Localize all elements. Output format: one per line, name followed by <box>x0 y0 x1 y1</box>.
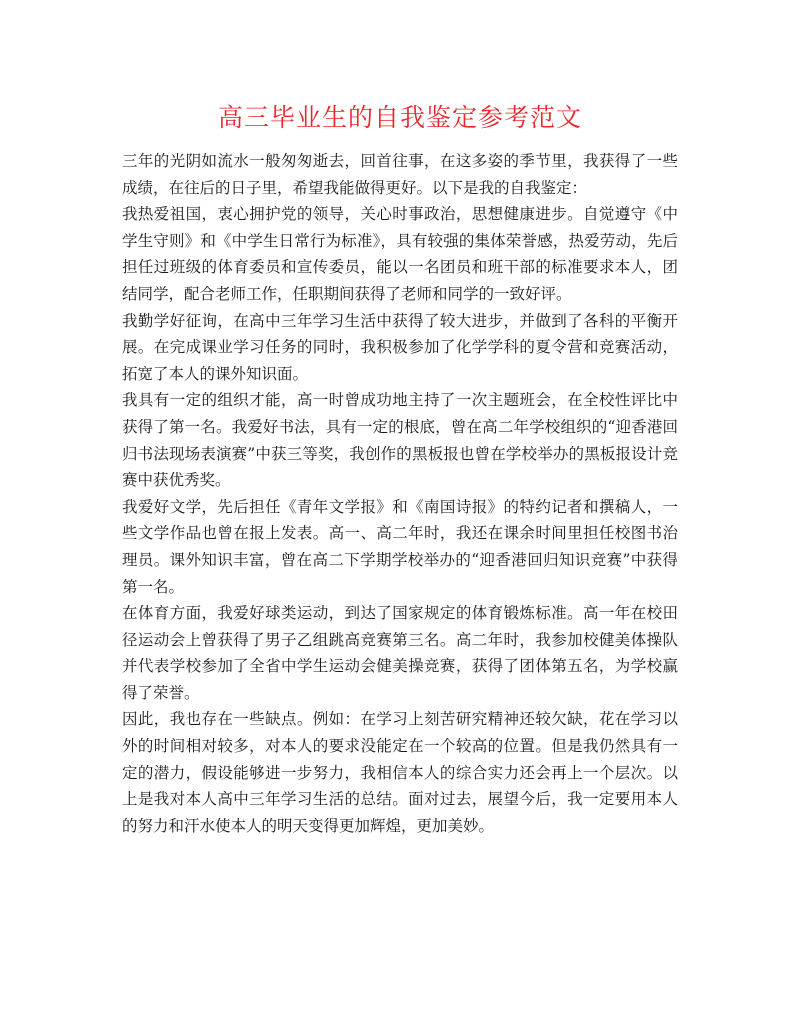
paragraph-study: 我勤学好征询，在高中三年学习生活中获得了较大进步，并做到了各科的平衡开展。在完成课业学习任务的同时，我积极参加了化学学科的夏令营和竞赛活动，拓宽了本人的课外知识面。 <box>122 311 678 383</box>
paragraph-political-conduct: 我热爱祖国，衷心拥护党的领导，关心时事政治，思想健康进步。自觉遵守《中学生守则》和《中学生日常行为标准》，具有较强的集体荣誉感，热爱劳动，先后担任过班级的体育委员和宣传委员，能以一名团员和班干部的标准要求本人，团结同学，配合老师工作，任职期间获得了老师和同学的一致好评。 <box>122 205 678 303</box>
paragraph-sports: 在体育方面，我爱好球类运动，到达了国家规定的体育锻炼标准。高一年在校田径运动会上曾获得了男子乙组跳高竞赛第三名。高二年时，我参加校健美体操队并代表学校参加了全省中学生运动会健美操竞赛，获得了团体第五名，为学校赢得了荣誉。 <box>122 604 678 702</box>
paragraph-intro: 三年的光阴如流水一般匆匆逝去，回首往事，在这多姿的季节里，我获得了一些成绩，在往后的日子里，希望我能做得更好。以下是我的自我鉴定： <box>122 152 678 197</box>
paragraph-organization: 我具有一定的组织才能，高一时曾成功地主持了一次主题班会，在全校性评比中获得了第一名。我爱好书法，具有一定的根底，曾在高二年学校组织的“迎香港回归书法现场表演赛”中获三等奖，我创作的黑板报也曾在学校举办的黑板报设计竞赛中获优秀奖。 <box>122 391 678 490</box>
paragraph-literature: 我爱好文学，先后担任《青年文学报》和《南国诗报》的特约记者和撰稿人，一些文学作品也曾在报上发表。高一、高二年时，我还在课余时间里担任校图书治理员。课外知识丰富，曾在高二下学期学校举办的“迎香港回归知识竞赛”中获得第一名。 <box>122 497 678 596</box>
document-body <box>122 148 678 839</box>
document-title: 高三毕业生的自我鉴定参考范文 <box>217 103 582 132</box>
paragraph-shortcomings-summary: 因此，我也存在一些缺点。例如：在学习上刻苦研究精神还较欠缺，花在学习以外的时间相对较多，对本人的要求没能定在一个较高的位置。但是我仍然具有一定的潜力，假设能够进一步努力，我相信本人的综合实力还会再上一个层次。以上是我对本人高中三年学习生活的总结。面对过去，展望今后，我一定要用本人的努力和汗水使本人的明天变得更加辉煌，更加美妙。 <box>122 710 678 835</box>
